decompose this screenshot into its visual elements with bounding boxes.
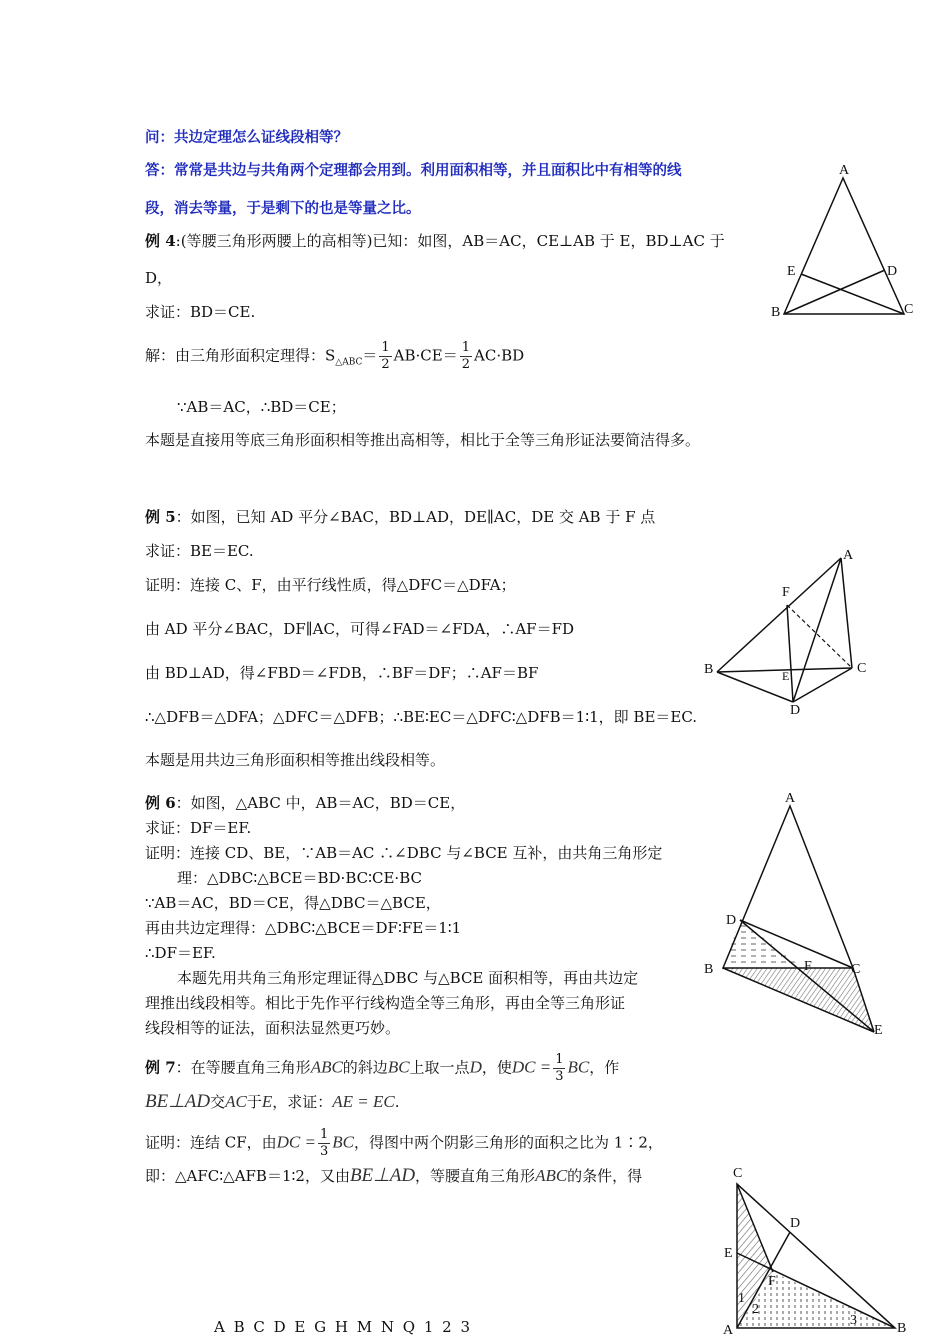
svg-text:A: A	[843, 548, 854, 563]
svg-text:C: C	[904, 302, 914, 317]
svg-text:C: C	[733, 1166, 743, 1181]
fraction-third: $\frac{1}{3}$	[555, 1052, 564, 1084]
fraction-half-2: $\frac{1}{2}$	[461, 340, 471, 372]
svg-text:B: B	[771, 305, 781, 320]
figure-ex7	[715, 1160, 915, 1344]
ex5-note: 本题是用共边三角形面积相等推出线段相等。	[145, 751, 446, 769]
ex7-proof-1: 证明：连结 CF，由DC = $\frac{1}{3}$ BC，得图中两个阴影三角形的面积之比为 1∶2，	[145, 1127, 663, 1159]
svg-text:F: F	[782, 585, 790, 600]
ex7-statement-2: BE⊥AD交AC于E，求证：AE = EC.	[145, 1091, 400, 1112]
svg-text:B: B	[704, 662, 714, 677]
ex5-prove: 求证：BE＝EC.	[145, 542, 254, 560]
svg-text:D: D	[726, 913, 737, 928]
figure-ex4	[765, 160, 925, 325]
ex6-statement: 例 6：如图，△ABC 中，AB＝AC，BD＝CE，	[145, 794, 466, 812]
ex6-prove: 求证：DF＝EF.	[145, 819, 252, 837]
svg-text:C: C	[857, 661, 867, 676]
figure-ex6	[690, 785, 900, 1045]
ex4-since: ∵AB＝AC，∴BD＝CE；	[177, 398, 346, 416]
svg-text:3: 3	[850, 1313, 857, 1328]
svg-text:E: E	[787, 264, 796, 279]
ex7-proof-2: 即：△AFC∶△AFB＝1∶2，又由BE⊥AD，等腰直角三角形ABC的条件，得	[145, 1165, 643, 1186]
svg-text:F: F	[804, 959, 812, 974]
answer-line2: 段，消去等量，于是剩下的也是等量之比。	[145, 201, 421, 217]
fraction-half: $\frac{1}{2}$	[381, 340, 390, 372]
ex6-proof-1: 证明：连接 CD、BE，∵AB＝AC ∴∠DBC 与∠BCE 互补，由共角三角形定	[145, 844, 663, 862]
svg-text:A: A	[723, 1323, 734, 1338]
ex5-proof-3: 由 BD⊥AD，得∠FBD＝∠FDB，∴BF＝DF；∴AF＝BF	[145, 664, 539, 682]
svg-text:2: 2	[752, 1302, 759, 1317]
ex5-proof-1: 证明：连接 C、F，由平行线性质，得△DFC＝△DFA；	[145, 576, 516, 594]
question: 问：共边定理怎么证线段相等？	[145, 130, 348, 146]
svg-text:B: B	[704, 962, 714, 977]
svg-text:D: D	[790, 1216, 801, 1231]
ex6-proof-5: ∴DF＝EF.	[145, 944, 216, 962]
ex4-note: 本题是直接用等底三角形面积相等推出高相等，相比于全等三角形证法要简洁得多。	[145, 431, 701, 449]
ex4-solution: 解：由三角形面积定理得：$S_{\triangle ABC}=$ $\frac{1}{2}$ AB·CE＝ $\frac{1}{2}$ AC·BD	[145, 340, 525, 372]
figure-ex5	[700, 545, 875, 720]
ex4-statement: 例 4:(等腰三角形两腰上的高相等)已知：如图，AB＝AC，CE⊥AB 于 E，BD⊥AC 于	[145, 232, 725, 250]
ex7-statement: 例 7：在等腰直角三角形ABC的斜边BC上取一点D，使DC = $\frac{1}{3}$ BC，作	[145, 1052, 620, 1084]
svg-text:D: D	[887, 264, 898, 279]
svg-text:A: A	[785, 791, 796, 806]
ex6-note-2: 理推出线段相等。相比于先作平行线构造全等三角形，再由全等三角形证	[145, 994, 626, 1012]
ex5-statement: 例 5：如图，已知 AD 平分∠BAC，BD⊥AD，DE∥AC，DE 交 AB 于 F 点	[145, 508, 656, 526]
svg-text:E: E	[782, 669, 790, 683]
ex6-proof-2: 理：△DBC∶△BCE＝BD·BC∶CE·BC	[177, 869, 422, 887]
ex5-proof-4: ∴△DFB＝△DFA；△DFC＝△DFB；∴BE∶EC＝△DFC∶△DFB＝1∶1，即 BE＝EC.	[145, 708, 698, 726]
ex6-proof-3: ∵AB＝AC，BD＝CE，得△DBC＝△BCE，	[145, 894, 441, 912]
svg-text:E: E	[874, 1023, 883, 1038]
svg-text:B: B	[897, 1321, 907, 1336]
svg-text:D: D	[790, 703, 801, 718]
svg-text:A: A	[839, 163, 850, 178]
ex4-prove: 求证：BD＝CE.	[145, 303, 256, 321]
ex6-note-3: 线段相等的证法，面积法显然更巧妙。	[145, 1019, 401, 1037]
fraction-third-2: $\frac{1}{3}$	[320, 1127, 329, 1159]
ex4-statement-2: D，	[145, 269, 173, 287]
svg-text:C: C	[851, 962, 861, 977]
svg-text:1: 1	[738, 1291, 745, 1306]
ex6-proof-4: 再由共边定理得：△DBC∶△BCE＝DF∶FE＝1∶1	[145, 919, 462, 937]
footer-letters: A B C D E G H M N Q 1 2 3	[214, 1318, 473, 1336]
svg-text:F: F	[768, 1274, 776, 1289]
ex5-proof-2: 由 AD 平分∠BAC，DF∥AC，可得∠FAD＝∠FDA，∴AF＝FD	[145, 620, 575, 638]
svg-text:E: E	[724, 1246, 733, 1261]
answer-line1: 答：常常是共边与共角两个定理都会用到。利用面积相等，并且面积比中有相等的线	[145, 163, 682, 179]
ex6-note-1: 本题先用共角三角形定理证得△DBC 与△BCE 面积相等，再由共边定	[177, 969, 639, 987]
